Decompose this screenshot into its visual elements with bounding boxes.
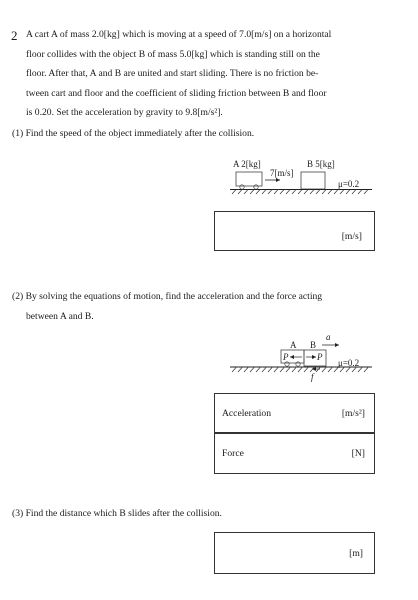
arrow-head bbox=[312, 355, 316, 359]
label-acceleration: a bbox=[326, 332, 331, 342]
label-friction-coefficient: μ=0.2 bbox=[338, 358, 360, 368]
label-object-b: B 5[kg] bbox=[307, 159, 335, 169]
wheel-icon bbox=[254, 185, 258, 189]
problem-text bbox=[26, 25, 376, 123]
problem-number: 2 bbox=[11, 28, 18, 43]
answer-box-speed[interactable] bbox=[214, 211, 375, 251]
block-b bbox=[301, 172, 325, 189]
answer-box-distance[interactable] bbox=[214, 532, 375, 574]
wheel-icon bbox=[240, 185, 244, 189]
row-label-acceleration: Acceleration bbox=[222, 408, 272, 419]
label-a: A bbox=[290, 340, 297, 350]
label-speed: 7[m/s] bbox=[270, 168, 294, 178]
row-label-force: Force bbox=[222, 448, 244, 459]
block-b bbox=[304, 350, 326, 366]
label-cart-a: A 2[kg] bbox=[233, 159, 261, 169]
answer-box-acceleration[interactable] bbox=[214, 393, 375, 433]
diagram-forces bbox=[0, 333, 418, 383]
unit-force: [N] bbox=[351, 448, 365, 459]
question-2-text-line2: between A and B. bbox=[26, 311, 94, 322]
answer-box-force[interactable] bbox=[214, 433, 375, 474]
wheel-icon bbox=[296, 362, 300, 366]
arrow-head bbox=[290, 355, 294, 359]
question-3-text: (3) Find the distance which B slides after the collision. bbox=[12, 508, 222, 519]
problem-line: A cart A of mass 2.0[kg] which is moving at a speed of 7.0[m/s] on a horizontal bbox=[26, 29, 332, 40]
arrow-head bbox=[335, 343, 339, 347]
problem-line: floor. After that, A and B are united and start sliding. There is no friction be- bbox=[26, 68, 319, 79]
floor-hatching bbox=[232, 190, 368, 195]
diagram-collision bbox=[0, 156, 418, 196]
label-b: B bbox=[310, 340, 317, 350]
label-friction-coefficient: μ=0.2 bbox=[338, 179, 360, 189]
problem-line: floor collides with the object B of mass 5.0[kg] which is standing still on the bbox=[26, 48, 320, 60]
unit-distance: [m] bbox=[349, 548, 363, 559]
label-friction-force: f bbox=[311, 372, 314, 382]
problem-line: tween cart and floor and the coefficient of sliding friction between B and floor bbox=[26, 87, 327, 99]
arrow-head bbox=[276, 178, 280, 182]
floor-hatching bbox=[232, 368, 368, 373]
question-1-text: (1) Find the speed of the object immediately after the collision. bbox=[12, 128, 255, 139]
cart-a bbox=[236, 172, 262, 186]
problem-line: is 0.20. Set the acceleration by gravity to 9.8[m/s²]. bbox=[26, 107, 223, 118]
label-force-p-right: P bbox=[317, 352, 323, 362]
wheel-icon bbox=[285, 362, 289, 366]
unit-speed: [m/s] bbox=[341, 231, 362, 242]
unit-acceleration: [m/s²] bbox=[341, 408, 365, 419]
question-2-text-line1: (2) By solving the equations of motion, find the acceleration and the force acting bbox=[12, 291, 323, 302]
label-force-p-left: P bbox=[283, 352, 289, 362]
